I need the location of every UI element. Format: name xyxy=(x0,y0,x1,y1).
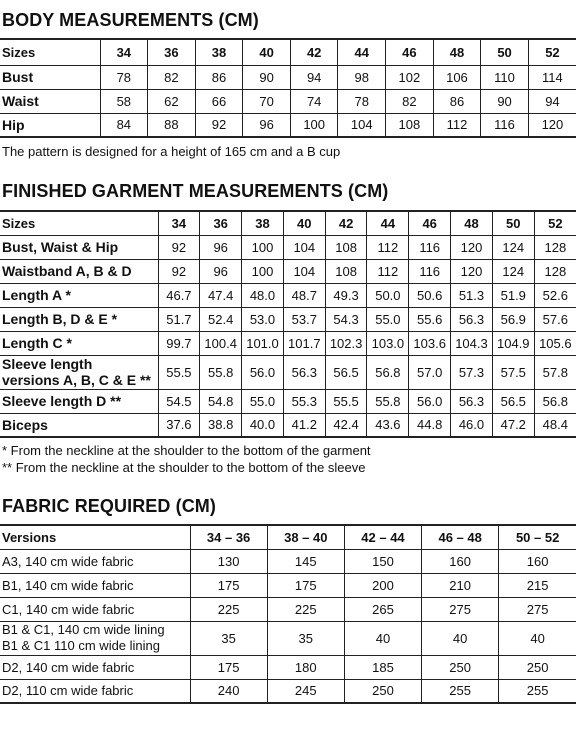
table-cell: 108 xyxy=(325,235,367,259)
table-cell: 210 xyxy=(422,573,499,597)
row-label: Waist xyxy=(0,89,100,113)
table-cell: 101.0 xyxy=(242,331,284,355)
row-label: Length C * xyxy=(0,331,158,355)
table-cell: 180 xyxy=(267,655,344,679)
table-cell: 99.7 xyxy=(158,331,200,355)
table-cell: 265 xyxy=(344,597,421,621)
table-cell: 78 xyxy=(338,89,386,113)
row-label-line: Sleeve length xyxy=(2,356,93,372)
table-cell: 56.8 xyxy=(367,355,409,389)
table-cell: 55.8 xyxy=(367,389,409,413)
header-size: 48 xyxy=(451,211,493,235)
header-size: 44 xyxy=(367,211,409,235)
table-row xyxy=(0,413,576,437)
header-row xyxy=(0,525,576,549)
table-cell: 116 xyxy=(409,259,451,283)
table-cell: 104 xyxy=(338,113,386,137)
table-cell: 145 xyxy=(267,549,344,573)
table-cell: 250 xyxy=(344,679,421,703)
table-cell: 86 xyxy=(195,65,243,89)
table-cell: 52.4 xyxy=(200,307,242,331)
table-cell: 112 xyxy=(433,113,481,137)
header-size: 52 xyxy=(528,39,576,65)
table-cell: 56.8 xyxy=(534,389,576,413)
header-label: Versions xyxy=(0,525,190,549)
table-cell: 116 xyxy=(409,235,451,259)
header-size: 44 xyxy=(338,39,386,65)
table-cell: 38.8 xyxy=(200,413,242,437)
table-cell: 54.3 xyxy=(325,307,367,331)
fabric-required-title: FABRIC REQUIRED (CM) xyxy=(2,496,216,516)
table-cell: 116 xyxy=(481,113,529,137)
table-row xyxy=(0,259,576,283)
body-measurements-note: The pattern is designed for a height of 165 cm and a B cup xyxy=(2,144,341,159)
table-cell: 54.5 xyxy=(158,389,200,413)
header-size: 40 xyxy=(243,39,291,65)
table-cell: 55.3 xyxy=(283,389,325,413)
garment-note-1: * From the neckline at the shoulder to the bottom of the garment xyxy=(2,443,371,458)
table-cell: 41.2 xyxy=(283,413,325,437)
table-cell: 90 xyxy=(481,89,529,113)
table-cell: 215 xyxy=(499,573,576,597)
header-size: 38 xyxy=(242,211,284,235)
table-cell: 250 xyxy=(422,655,499,679)
table-cell: 40 xyxy=(422,621,499,655)
table-cell: 160 xyxy=(499,549,576,573)
table-cell: 175 xyxy=(190,655,267,679)
table-cell: 51.3 xyxy=(451,283,493,307)
table-cell: 175 xyxy=(267,573,344,597)
row-label: Hip xyxy=(0,113,100,137)
table-cell: 56.3 xyxy=(283,355,325,389)
table-cell: 94 xyxy=(290,65,338,89)
table-cell: 92 xyxy=(158,259,200,283)
table-cell: 47.4 xyxy=(200,283,242,307)
table-cell: 96 xyxy=(243,113,291,137)
table-cell: 55.6 xyxy=(409,307,451,331)
table-cell: 124 xyxy=(492,259,534,283)
table-cell: 35 xyxy=(267,621,344,655)
table-row xyxy=(0,389,576,413)
header-size: 42 xyxy=(325,211,367,235)
table-row xyxy=(0,355,576,389)
header-size: 42 – 44 xyxy=(344,525,421,549)
row-label: Biceps xyxy=(0,413,158,437)
table-cell: 96 xyxy=(200,235,242,259)
table-cell: 103.0 xyxy=(367,331,409,355)
header-size: 36 xyxy=(200,211,242,235)
table-cell: 105.6 xyxy=(534,331,576,355)
body-measurements-title: BODY MEASUREMENTS (CM) xyxy=(2,10,259,30)
table-cell: 240 xyxy=(190,679,267,703)
header-size: 46 xyxy=(386,39,434,65)
table-row xyxy=(0,65,576,89)
table-cell: 57.3 xyxy=(451,355,493,389)
table-cell: 108 xyxy=(386,113,434,137)
table-cell: 104.9 xyxy=(492,331,534,355)
table-cell: 112 xyxy=(367,235,409,259)
table-cell: 57.0 xyxy=(409,355,451,389)
row-label-line: versions A, B, C & E ** xyxy=(2,372,151,388)
table-cell: 103.6 xyxy=(409,331,451,355)
row-label: D2, 140 cm wide fabric xyxy=(0,655,190,679)
table-cell: 275 xyxy=(422,597,499,621)
table-cell: 150 xyxy=(344,549,421,573)
fabric-required-table xyxy=(0,524,576,704)
table-cell: 120 xyxy=(451,235,493,259)
table-cell: 100 xyxy=(290,113,338,137)
table-cell: 35 xyxy=(190,621,267,655)
header-size: 36 xyxy=(148,39,196,65)
table-cell: 124 xyxy=(492,235,534,259)
header-size: 38 xyxy=(195,39,243,65)
table-cell: 128 xyxy=(534,259,576,283)
row-label: Waistband A, B & D xyxy=(0,259,158,283)
row-label: Sleeve length D ** xyxy=(0,389,158,413)
header-size: 34 xyxy=(100,39,148,65)
table-cell: 56.9 xyxy=(492,307,534,331)
table-cell: 40.0 xyxy=(242,413,284,437)
table-row xyxy=(0,235,576,259)
header-row xyxy=(0,39,576,65)
header-size: 52 xyxy=(534,211,576,235)
header-size: 34 – 36 xyxy=(190,525,267,549)
table-row xyxy=(0,283,576,307)
table-cell: 92 xyxy=(158,235,200,259)
table-cell: 50.6 xyxy=(409,283,451,307)
table-cell: 86 xyxy=(433,89,481,113)
table-cell: 37.6 xyxy=(158,413,200,437)
table-cell: 57.5 xyxy=(492,355,534,389)
table-cell: 57.6 xyxy=(534,307,576,331)
table-cell: 53.0 xyxy=(242,307,284,331)
table-cell: 82 xyxy=(386,89,434,113)
table-cell: 70 xyxy=(243,89,291,113)
table-cell: 56.0 xyxy=(409,389,451,413)
header-size: 50 xyxy=(492,211,534,235)
body-measurements-table xyxy=(0,38,576,138)
table-cell: 40 xyxy=(344,621,421,655)
header-label: Sizes xyxy=(0,39,100,65)
table-cell: 56.3 xyxy=(451,389,493,413)
table-cell: 74 xyxy=(290,89,338,113)
header-size: 50 xyxy=(481,39,529,65)
table-cell: 55.5 xyxy=(158,355,200,389)
table-cell: 88 xyxy=(148,113,196,137)
header-size: 48 xyxy=(433,39,481,65)
table-cell: 100 xyxy=(242,235,284,259)
header-row xyxy=(0,211,576,235)
row-label-line: B1 & C1, 140 cm wide lining xyxy=(2,622,165,637)
table-cell: 48.7 xyxy=(283,283,325,307)
table-cell: 58 xyxy=(100,89,148,113)
table-cell: 104.3 xyxy=(451,331,493,355)
row-label-line: B1 & C1 110 cm wide lining xyxy=(2,638,161,653)
table-cell: 54.8 xyxy=(200,389,242,413)
row-label: D2, 110 cm wide fabric xyxy=(0,679,190,703)
table-cell: 104 xyxy=(283,259,325,283)
table-cell: 84 xyxy=(100,113,148,137)
table-row xyxy=(0,113,576,137)
table-cell: 66 xyxy=(195,89,243,113)
table-row xyxy=(0,597,576,621)
table-cell: 255 xyxy=(422,679,499,703)
table-cell: 56.3 xyxy=(451,307,493,331)
table-row xyxy=(0,307,576,331)
table-cell: 112 xyxy=(367,259,409,283)
table-cell: 48.4 xyxy=(534,413,576,437)
table-cell: 110 xyxy=(481,65,529,89)
table-cell: 120 xyxy=(451,259,493,283)
table-cell: 55.0 xyxy=(367,307,409,331)
table-cell: 255 xyxy=(499,679,576,703)
table-cell: 275 xyxy=(499,597,576,621)
header-size: 46 xyxy=(409,211,451,235)
table-cell: 96 xyxy=(200,259,242,283)
table-cell: 56.5 xyxy=(325,355,367,389)
row-label: B1, 140 cm wide fabric xyxy=(0,573,190,597)
table-cell: 100 xyxy=(242,259,284,283)
table-cell: 78 xyxy=(100,65,148,89)
table-cell: 51.9 xyxy=(492,283,534,307)
header-size: 40 xyxy=(283,211,325,235)
table-cell: 92 xyxy=(195,113,243,137)
row-label: Bust, Waist & Hip xyxy=(0,235,158,259)
table-cell: 200 xyxy=(344,573,421,597)
row-label: C1, 140 cm wide fabric xyxy=(0,597,190,621)
table-cell: 56.5 xyxy=(492,389,534,413)
row-label xyxy=(0,355,158,389)
table-row xyxy=(0,679,576,703)
table-cell: 50.0 xyxy=(367,283,409,307)
row-label xyxy=(0,621,190,655)
table-cell: 57.8 xyxy=(534,355,576,389)
row-label: Bust xyxy=(0,65,100,89)
table-cell: 55.8 xyxy=(200,355,242,389)
header-size: 42 xyxy=(290,39,338,65)
table-cell: 128 xyxy=(534,235,576,259)
table-cell: 102 xyxy=(386,65,434,89)
table-cell: 94 xyxy=(528,89,576,113)
table-cell: 49.3 xyxy=(325,283,367,307)
garment-measurements-table xyxy=(0,210,576,438)
table-row xyxy=(0,331,576,355)
table-cell: 51.7 xyxy=(158,307,200,331)
table-cell: 56.0 xyxy=(242,355,284,389)
row-label: Length B, D & E * xyxy=(0,307,158,331)
table-cell: 52.6 xyxy=(534,283,576,307)
table-cell: 44.8 xyxy=(409,413,451,437)
table-cell: 43.6 xyxy=(367,413,409,437)
table-cell: 225 xyxy=(190,597,267,621)
table-cell: 46.7 xyxy=(158,283,200,307)
table-cell: 98 xyxy=(338,65,386,89)
header-size: 46 – 48 xyxy=(422,525,499,549)
table-cell: 55.5 xyxy=(325,389,367,413)
table-row xyxy=(0,655,576,679)
table-cell: 130 xyxy=(190,549,267,573)
garment-note-2: ** From the neckline at the shoulder to the bottom of the sleeve xyxy=(2,460,366,475)
table-cell: 120 xyxy=(528,113,576,137)
table-row xyxy=(0,573,576,597)
table-cell: 175 xyxy=(190,573,267,597)
table-cell: 53.7 xyxy=(283,307,325,331)
garment-measurements-title: FINISHED GARMENT MEASUREMENTS (CM) xyxy=(2,181,389,201)
table-row xyxy=(0,621,576,655)
table-cell: 185 xyxy=(344,655,421,679)
table-cell: 62 xyxy=(148,89,196,113)
table-cell: 225 xyxy=(267,597,344,621)
row-label: A3, 140 cm wide fabric xyxy=(0,549,190,573)
table-cell: 108 xyxy=(325,259,367,283)
header-size: 50 – 52 xyxy=(499,525,576,549)
table-row xyxy=(0,89,576,113)
table-cell: 106 xyxy=(433,65,481,89)
row-label: Length A * xyxy=(0,283,158,307)
table-cell: 100.4 xyxy=(200,331,242,355)
table-cell: 114 xyxy=(528,65,576,89)
table-cell: 90 xyxy=(243,65,291,89)
table-cell: 48.0 xyxy=(242,283,284,307)
table-cell: 42.4 xyxy=(325,413,367,437)
table-cell: 101.7 xyxy=(283,331,325,355)
table-cell: 250 xyxy=(499,655,576,679)
table-cell: 245 xyxy=(267,679,344,703)
table-cell: 40 xyxy=(499,621,576,655)
table-cell: 47.2 xyxy=(492,413,534,437)
table-cell: 104 xyxy=(283,235,325,259)
header-size: 38 – 40 xyxy=(267,525,344,549)
header-label: Sizes xyxy=(0,211,158,235)
table-row xyxy=(0,549,576,573)
table-cell: 160 xyxy=(422,549,499,573)
header-size: 34 xyxy=(158,211,200,235)
table-cell: 102.3 xyxy=(325,331,367,355)
table-cell: 55.0 xyxy=(242,389,284,413)
table-cell: 46.0 xyxy=(451,413,493,437)
table-cell: 82 xyxy=(148,65,196,89)
